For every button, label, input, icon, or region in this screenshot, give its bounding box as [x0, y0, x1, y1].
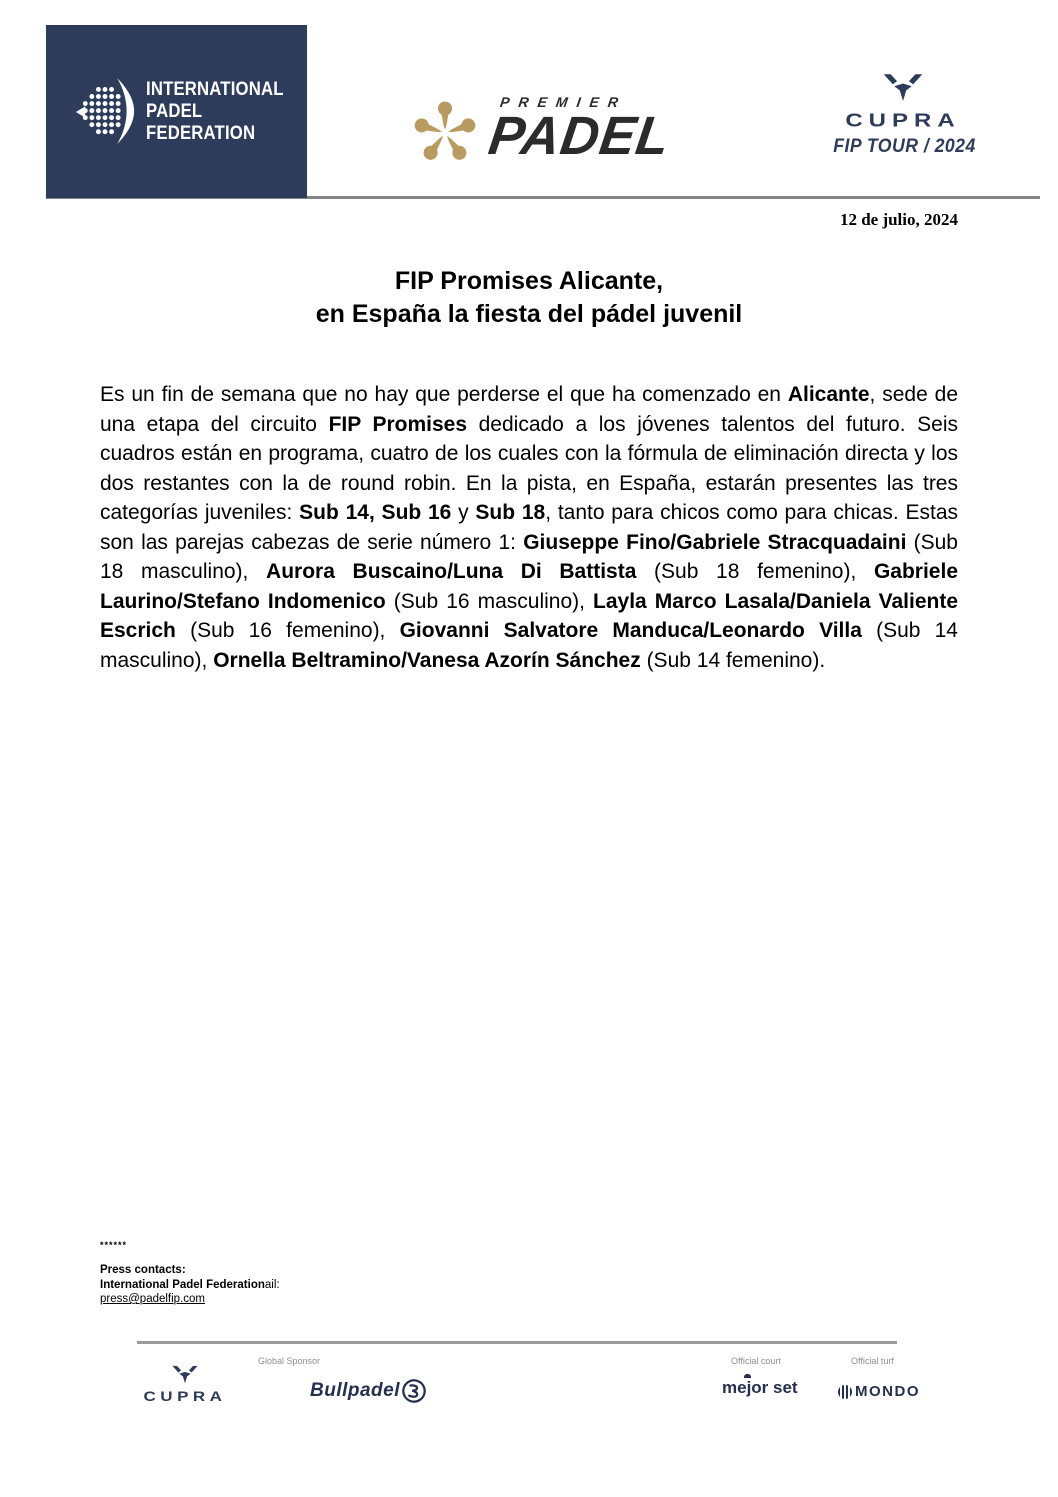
mejorset-crown-icon: [744, 1374, 751, 1378]
mejorset-wordmark: mejor set: [722, 1378, 798, 1397]
footer-cupra-wordmark: CUPRA: [143, 1389, 227, 1405]
cupra-bull-icon: [880, 70, 926, 108]
footer-cupra-logo: [137, 1363, 233, 1409]
mondo-wordmark: MONDO: [855, 1383, 920, 1400]
official-turf-label: Official turf: [851, 1356, 894, 1366]
document-date: 12 de julio, 2024: [839, 210, 958, 229]
fip-tour-year: 2024: [934, 136, 976, 157]
cupra-wordmark: CUPRA: [845, 110, 961, 132]
press-org-suffix: ail:: [264, 1278, 280, 1291]
bullpadel-wordmark: Bullpadel: [310, 1380, 401, 1401]
press-email-link[interactable]: press@padelfip.com: [100, 1293, 205, 1305]
page-title: [0, 265, 1058, 331]
padel-word: PADEL: [485, 106, 674, 166]
mejorset-logo: [722, 1378, 798, 1398]
ipf-ball-crescent-icon: [74, 72, 136, 152]
bullpadel-logo: [310, 1378, 427, 1404]
ipf-logo-text: [146, 79, 284, 145]
ipf-line-2: PADEL: [146, 100, 203, 122]
press-org-name: International Padel Federation: [100, 1278, 265, 1291]
cupra-fip-tour-logo: [828, 70, 978, 158]
fip-tour-label: [833, 136, 976, 158]
body-paragraph: Es un fin de semana que no hay que perderse el que ha comenzado en Alicante, sede de una etapa del circuito FIP Promises dedicado a los jóvenes talentos del futuro. Seis cuadros están en programa, cuatro de los cuales con la fórmula de eliminación directa y los dos restantes con la de round robin. En la pista, en España, estarán presentes las tres categorías juveniles: Sub 14, Sub 16 y Sub 18, tanto para chicos como para chicas. Estas son las parejas cabezas de serie número 1: Giuseppe Fino/Gabriele Stracquadaini (Sub 18 masculino), Aurora Buscaino/Luna Di Battista (Sub 18 femenino), Gabriele Laurino/Stefano Indomenico (Sub 16 masculino), Layla Marco Lasala/Daniela Valiente Escrich (Sub 16 femenino), Giovanni Salvatore Manduca/Leonardo Villa (Sub 14 masculino), Ornella Beltramino/Vanesa Azorín Sánchez (Sub 14 femenino).: [100, 383, 958, 672]
title-line-1: FIP Promises Alicante,: [394, 267, 664, 295]
premier-padel-flower-icon: [410, 96, 480, 170]
bullpadel-racket-icon: [399, 1376, 430, 1407]
ipf-line-3: FEDERATION: [146, 122, 256, 144]
fip-tour-text: FIP TOUR: [833, 136, 919, 157]
premier-padel-logo: [410, 94, 674, 170]
separator-asterisks: ******: [100, 1240, 128, 1250]
press-contacts-org-line: [100, 1278, 280, 1293]
mondo-striped-circle-icon: [838, 1385, 852, 1399]
premier-padel-wordmark: [485, 94, 680, 170]
mondo-logo: [838, 1383, 920, 1400]
premier-word: PREMIER: [499, 94, 629, 110]
footer-cupra-bull-icon: [170, 1363, 200, 1388]
footer-divider: [137, 1341, 897, 1344]
global-sponsor-label: Global Sponsor: [258, 1356, 321, 1366]
press-contacts-block: [100, 1263, 280, 1307]
title-line-2: en España la fiesta del pádel juvenil: [315, 300, 743, 328]
fip-tour-divider: /: [923, 136, 930, 157]
ipf-logo: [46, 25, 307, 198]
ipf-line-1: INTERNATIONAL: [146, 78, 284, 100]
official-court-label: Official court: [731, 1356, 781, 1366]
press-contacts-heading: Press contacts:: [100, 1264, 186, 1276]
